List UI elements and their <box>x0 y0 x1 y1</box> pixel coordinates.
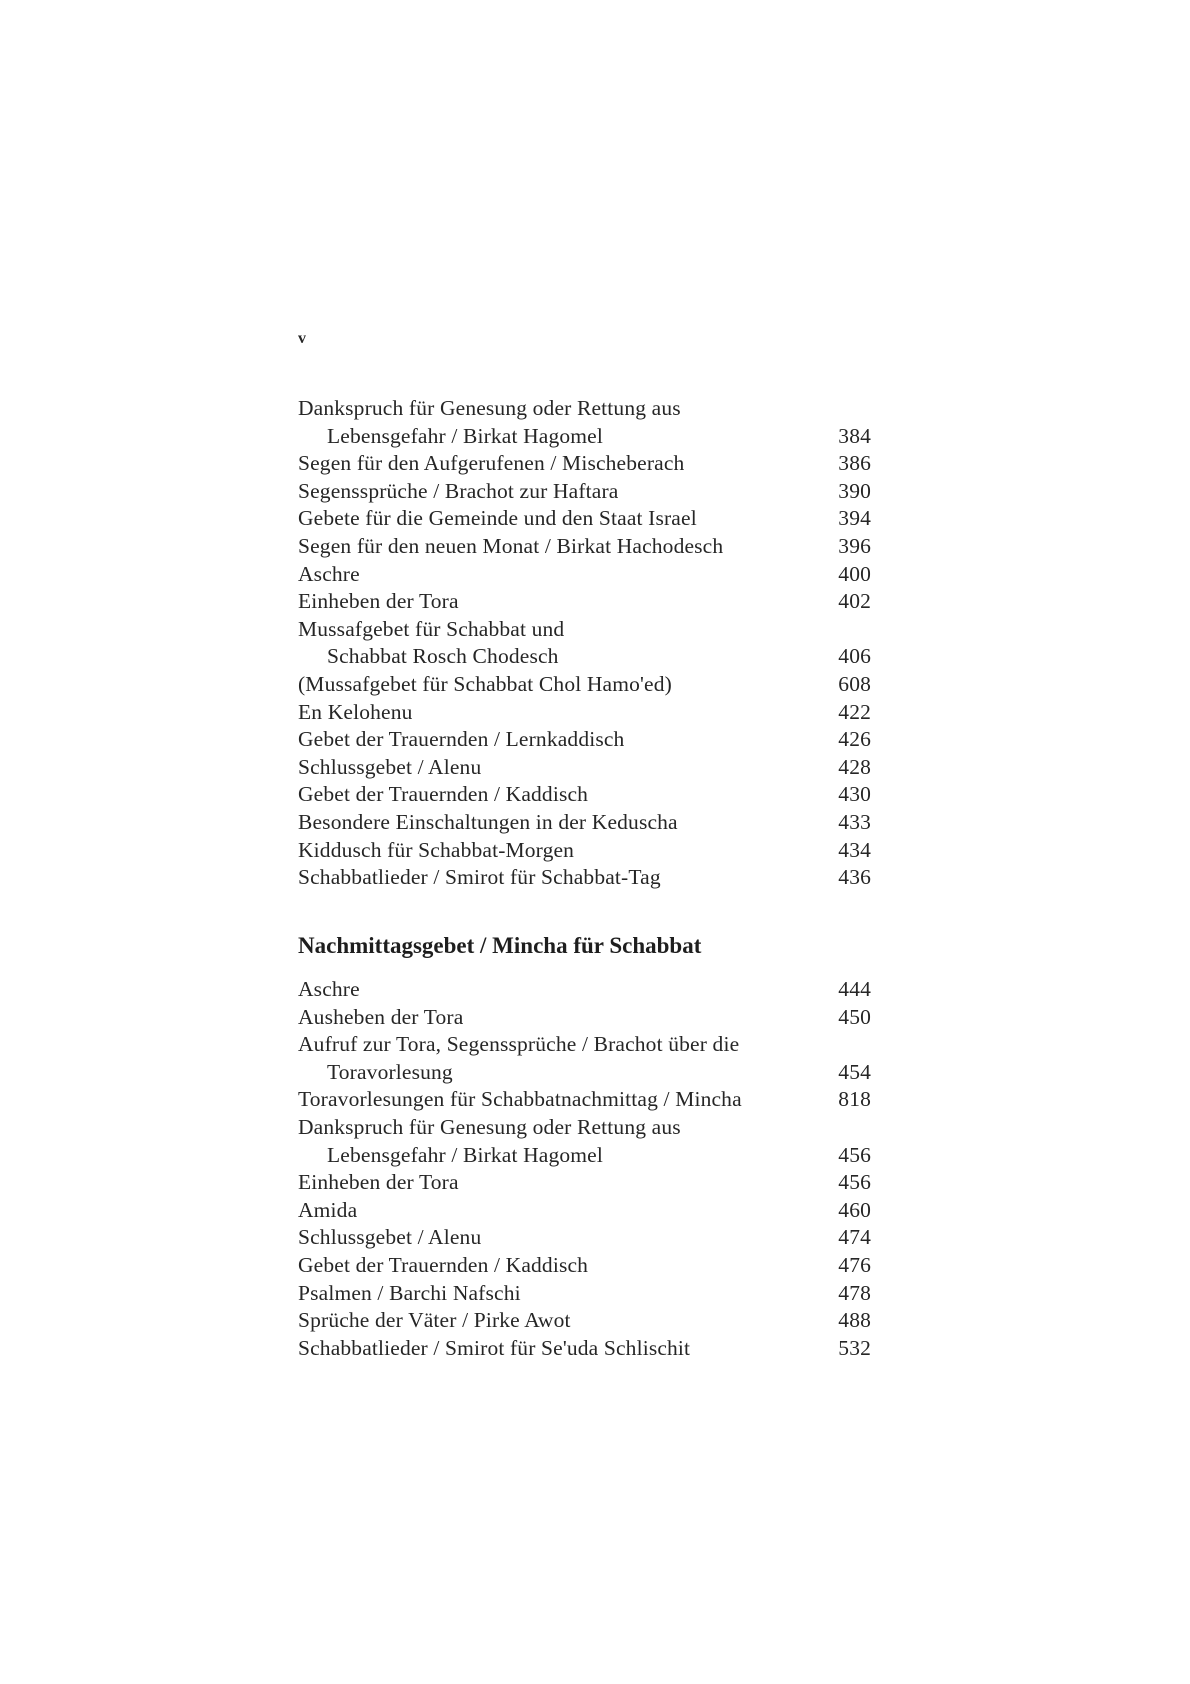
toc-entry-title: Aufruf zur Tora, Segenssprüche / Brachot über die <box>298 1032 740 1057</box>
toc-entry-title: Besondere Einschaltungen in der Keduscha <box>298 809 678 834</box>
toc-entry <box>298 1031 871 1086</box>
toc-entry-page-number: 400 <box>838 561 871 586</box>
toc-entry <box>298 1280 871 1308</box>
toc-entry-title: Sprüche der Väter / Pirke Awot <box>298 1308 571 1333</box>
toc-entry-page-number: 818 <box>838 1087 871 1112</box>
toc-entry-title: Psalmen / Barchi Nafschi <box>298 1280 521 1305</box>
toc-entry-page-number: 434 <box>838 837 871 862</box>
toc-entry <box>298 671 871 699</box>
toc-entry-page-number: 430 <box>838 782 871 807</box>
toc-entry-title-continuation: Lebensgefahr / Birkat Hagomel <box>327 1142 603 1167</box>
toc-entry-page-number: 428 <box>838 754 871 779</box>
toc-entry-page-number: 436 <box>838 865 871 890</box>
toc-entry-title: En Kelohenu <box>298 699 413 724</box>
toc-entry-page-number: 460 <box>838 1197 871 1222</box>
toc-entry-title: Aschre <box>298 561 360 586</box>
toc-entry-title: Gebet der Trauernden / Kaddisch <box>298 782 589 807</box>
toc-entry-title: Ausheben der Tora <box>298 1004 464 1029</box>
toc-entry-title: Segen für den neuen Monat / Birkat Hachodesch <box>298 533 724 558</box>
toc-entry-page-number: 456 <box>838 1142 871 1167</box>
toc-entry <box>298 781 871 809</box>
toc-entry-title: (Mussafgebet für Schabbat Chol Hamo'ed) <box>298 671 672 696</box>
toc-entry-title: Kiddusch für Schabbat-Morgen <box>298 837 575 862</box>
toc-entry-page-number: 450 <box>838 1004 871 1029</box>
toc-entry-title: Schlussgebet / Alenu <box>298 754 482 779</box>
toc-entry <box>298 726 871 754</box>
toc-entry <box>298 1197 871 1225</box>
toc-entry <box>298 1224 871 1252</box>
toc-entry <box>298 1252 871 1280</box>
toc-entry-title: Segen für den Aufgerufenen / Mischeberach <box>298 451 685 476</box>
toc-entry-page-number: 384 <box>838 423 871 448</box>
toc-entry-title: Dankspruch für Genesung oder Rettung aus <box>298 1114 681 1139</box>
toc-entry <box>298 533 871 561</box>
toc-entry-page-number: 456 <box>838 1170 871 1195</box>
toc-entry-title: Aschre <box>298 977 360 1001</box>
toc-entry-page-number: 406 <box>838 644 871 669</box>
toc-entry-title: Schabbatlieder / Smirot für Schabbat-Tag <box>298 865 661 890</box>
toc-list-mincha <box>298 976 871 1362</box>
toc-entry-page-number: 394 <box>838 506 871 531</box>
toc-entry <box>298 754 871 782</box>
toc-entry <box>298 976 871 1004</box>
page-folio: v <box>298 330 306 347</box>
toc-entry-title-continuation: Toravorlesung <box>327 1059 453 1084</box>
toc-entry-title: Schabbatlieder / Smirot für Se'uda Schlischit <box>298 1335 691 1360</box>
toc-entry <box>298 478 871 506</box>
toc-entry-page-number: 444 <box>838 977 871 1001</box>
toc-entry <box>298 395 871 450</box>
toc-entry <box>298 809 871 837</box>
toc-entry-title: Segenssprüche / Brachot zur Haftara <box>298 478 619 503</box>
toc-entry <box>298 1169 871 1197</box>
toc-entry <box>298 1004 871 1032</box>
toc-entry-title: Gebet der Trauernden / Lernkaddisch <box>298 727 625 752</box>
toc-entry-page-number: 433 <box>838 809 871 834</box>
toc-entry <box>298 616 871 671</box>
toc-entry <box>298 864 871 892</box>
toc-entry <box>298 837 871 865</box>
toc-entry-page-number: 476 <box>838 1252 871 1277</box>
toc-entry <box>298 588 871 616</box>
toc-entry-title: Einheben der Tora <box>298 1170 459 1195</box>
toc-entry-page-number: 396 <box>838 533 871 558</box>
toc-entry-title: Schlussgebet / Alenu <box>298 1225 482 1250</box>
section-heading-mincha: Nachmittagsgebet / Mincha für Schabbat <box>298 933 702 958</box>
toc-entry-title-continuation: Lebensgefahr / Birkat Hagomel <box>327 423 603 448</box>
toc-entry <box>298 561 871 589</box>
toc-entry-page-number: 608 <box>838 671 871 696</box>
toc-entry-page-number: 386 <box>838 451 871 476</box>
toc-entry-page-number: 454 <box>838 1059 871 1084</box>
toc-entry-title: Mussafgebet für Schabbat und <box>298 616 565 641</box>
toc-list-morning <box>298 395 871 892</box>
toc-entry <box>298 1307 871 1335</box>
toc-entry-title: Einheben der Tora <box>298 589 459 614</box>
toc-entry <box>298 505 871 533</box>
toc-entry <box>298 1114 871 1169</box>
toc-entry <box>298 699 871 727</box>
toc-entry-title: Dankspruch für Genesung oder Rettung aus <box>298 396 681 420</box>
toc-entry-page-number: 426 <box>838 727 871 752</box>
toc-entry-page-number: 390 <box>838 478 871 503</box>
toc-entry <box>298 1086 871 1114</box>
toc-entry-title-continuation: Schabbat Rosch Chodesch <box>327 644 559 669</box>
toc-entry-title: Gebete für die Gemeinde und den Staat Israel <box>298 506 697 531</box>
toc-entry <box>298 1335 871 1363</box>
toc-entry-page-number: 488 <box>838 1308 871 1333</box>
toc-entry-title: Gebet der Trauernden / Kaddisch <box>298 1252 589 1277</box>
toc-entry-title: Amida <box>298 1197 358 1222</box>
toc-entry-page-number: 478 <box>838 1280 871 1305</box>
toc-entry <box>298 450 871 478</box>
toc-entry-page-number: 422 <box>838 699 871 724</box>
toc-entry-page-number: 402 <box>838 589 871 614</box>
toc-entry-page-number: 474 <box>838 1225 871 1250</box>
toc-entry-title: Toravorlesungen für Schabbatnachmittag / Mincha <box>298 1087 742 1112</box>
toc-entry-page-number: 532 <box>838 1335 871 1360</box>
